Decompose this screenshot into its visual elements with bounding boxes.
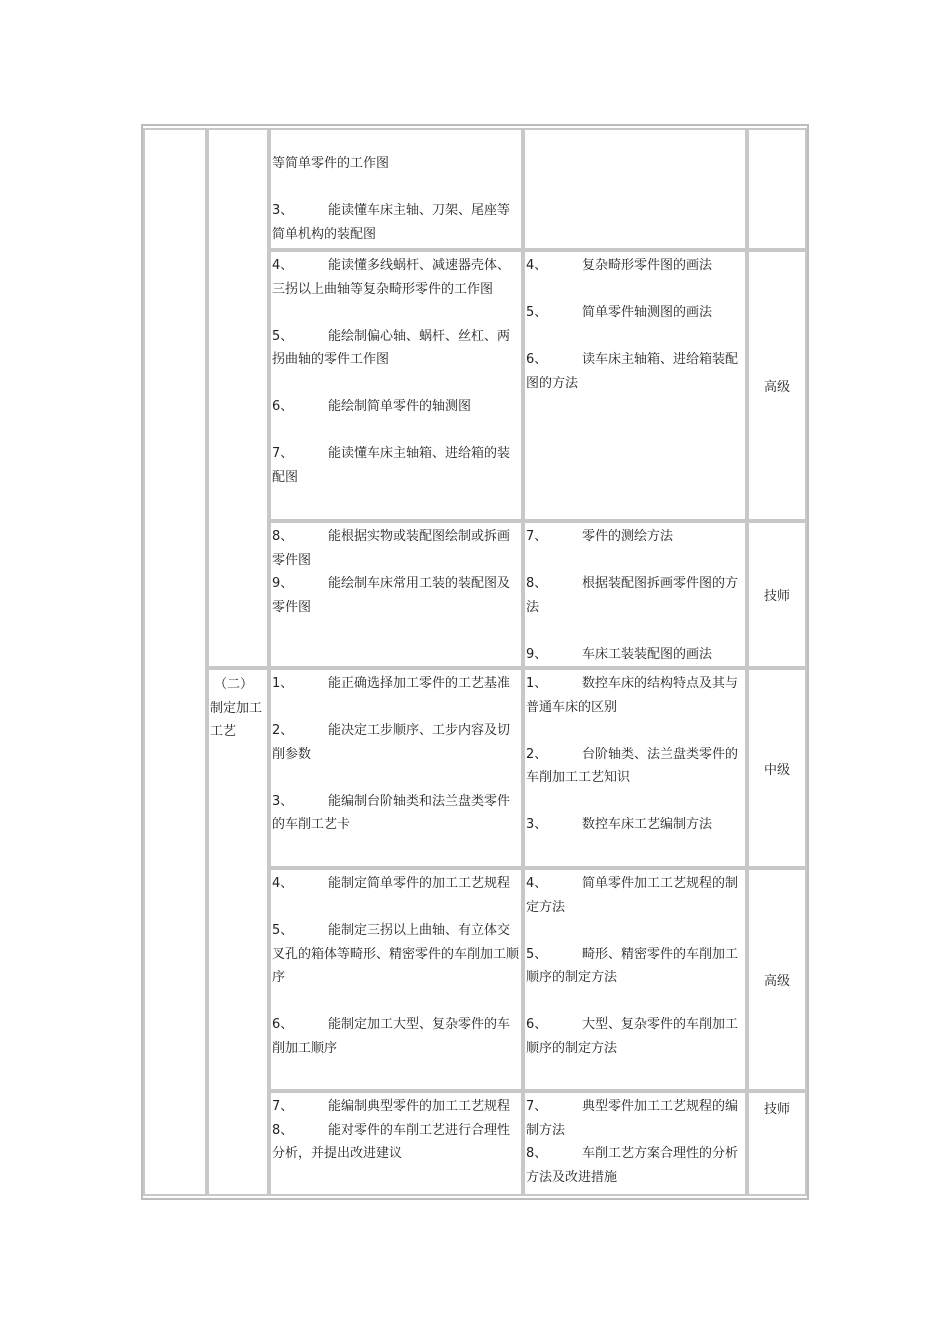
item-text: 零件的测绘方法 [582, 529, 674, 544]
skill-cell-row-3 [269, 668, 523, 868]
item-number: 8、 [272, 1122, 294, 1138]
item-number: 8、 [272, 529, 294, 544]
list-item [526, 1095, 745, 1142]
level-cell-row-0 [747, 128, 807, 250]
item-text: 数控车床工艺编制方法 [582, 817, 713, 832]
item-text: 车削工艺方案合理性的分析方法及改进措施 [526, 1146, 739, 1185]
item-text: 能编制台阶轴类和法兰盘类零件的车削工艺卡 [272, 793, 511, 832]
list-item [272, 790, 521, 837]
item-text: 能对零件的车削工艺进行合理性分析，并提出改进建议 [272, 1122, 511, 1161]
item-text: 能读懂车床主轴箱、进给箱的装配图 [272, 446, 511, 485]
item-number: 8、 [526, 1146, 548, 1161]
item-text: 根据装配图拆画零件图的方法 [526, 576, 739, 615]
item-text: 能编制典型零件的加工工艺规程 [328, 1099, 511, 1114]
item-text: 车床工装装配图的画法 [582, 646, 713, 662]
item-number: 2、 [272, 723, 294, 738]
item-number: 7、 [526, 529, 548, 544]
module-column-cell [143, 128, 207, 1196]
list-item [272, 525, 521, 572]
skill-item: 3、 能读懂车床主轴、刀架、尾座等简单机构的装配图 [272, 203, 511, 242]
item-text: 台阶轴类、法兰盘类零件的车削加工工艺知识 [526, 746, 739, 785]
list-item [526, 525, 745, 549]
list-item [526, 813, 745, 837]
item-text: 典型零件加工工艺规程的编制方法 [526, 1099, 739, 1138]
item-text: 畸形、精密零件的车削加工顺序的制定方法 [526, 946, 739, 985]
item-text: 能根据实物或装配图绘制或拆画零件图 [272, 529, 511, 568]
knowledge-cell-row-3 [523, 668, 747, 868]
item-text: 能制定简单零件的加工工艺规程 [328, 876, 511, 891]
knowledge-cell-row-4 [523, 868, 747, 1091]
item-number: 4、 [526, 258, 548, 273]
list-item [272, 1013, 521, 1060]
item-number: 7、 [272, 446, 294, 461]
skill-cell-row-5 [269, 1091, 523, 1196]
item-number: 5、 [526, 305, 548, 320]
list-item [272, 919, 521, 990]
item-number: 3、 [526, 817, 548, 832]
knowledge-cell-row-2 [523, 521, 747, 668]
level-cell-row-1: 高级 [747, 250, 807, 521]
skill-cell-row-0 [269, 128, 523, 250]
list-item [526, 643, 745, 667]
item-number: 6、 [526, 352, 548, 367]
item-text: 能绘制偏心轴、蜗杆、丝杠、两拐曲轴的零件工作图 [272, 328, 511, 367]
item-number: 7、 [272, 1099, 294, 1114]
item-text: 能制定加工大型、复杂零件的车削加工顺序 [272, 1017, 511, 1056]
item-text: 读车床主轴箱、进给箱装配图的方法 [526, 352, 739, 391]
list-item [272, 254, 521, 301]
category-column-upper-cell [207, 128, 269, 668]
item-text: 能绘制车床常用工装的装配图及零件图 [272, 576, 511, 615]
list-item [272, 395, 521, 419]
item-number: 3、 [272, 793, 294, 809]
skill-cell-row-2 [269, 521, 523, 668]
list-item [526, 672, 745, 719]
category-number: （二） [214, 677, 254, 692]
level-cell-row-5: 技师 [747, 1091, 807, 1196]
list-item [272, 442, 521, 489]
list-item [526, 943, 745, 990]
skill-cell-row-1 [269, 250, 523, 521]
list-item [272, 719, 521, 766]
item-number: 4、 [272, 258, 294, 273]
skill-cell-row-4 [269, 868, 523, 1091]
item-number: 1、 [272, 676, 294, 691]
level-cell-row-4: 高级 [747, 868, 807, 1091]
list-item [272, 325, 521, 372]
item-number: 9、 [526, 646, 548, 662]
item-text: 能决定工步顺序、工步内容及切削参数 [272, 723, 511, 762]
item-text: 大型、复杂零件的车削加工顺序的制定方法 [526, 1017, 739, 1056]
item-number: 5、 [272, 328, 294, 344]
list-item [526, 572, 745, 619]
item-text: 能正确选择加工零件的工艺基准 [328, 676, 511, 691]
item-number: 5、 [526, 946, 548, 962]
item-text: 复杂畸形零件图的画法 [582, 258, 713, 273]
item-text: 能读懂多线蜗杆、减速器壳体、三拐以上曲轴等复杂畸形零件的工作图 [272, 258, 511, 297]
knowledge-cell-row-1 [523, 250, 747, 521]
list-item [272, 872, 521, 896]
skill-item: 等简单零件的工作图 [272, 156, 390, 171]
skill-text: 能读懂车床主轴、刀架、尾座等简单机构的装配图 [272, 203, 511, 242]
item-number: 9、 [272, 576, 294, 591]
level-cell-row-2: 技师 [747, 521, 807, 668]
item-number: 7、 [526, 1099, 548, 1114]
category-name: 制定加工工艺 [210, 700, 263, 739]
list-item [272, 1095, 521, 1119]
list-item [526, 301, 745, 325]
list-item [526, 1142, 745, 1189]
item-text: 能制定三拐以上曲轴、有立体交叉孔的箱体等畸形、精密零件的车削加工顺序 [272, 923, 520, 985]
list-item [526, 872, 745, 919]
category-cell-process [207, 668, 269, 1196]
list-item [526, 743, 745, 790]
item-number: 4、 [272, 876, 294, 891]
list-item [526, 1013, 745, 1060]
level-cell-row-3: 中级 [747, 668, 807, 868]
item-text: 简单零件轴测图的画法 [582, 305, 713, 320]
item-number: 5、 [272, 923, 294, 938]
list-item [272, 672, 521, 696]
item-text: 数控车床的结构特点及其与普通车床的区别 [526, 676, 739, 715]
list-item [526, 254, 745, 278]
knowledge-cell-row-5 [523, 1091, 747, 1196]
item-number: 6、 [526, 1017, 548, 1032]
list-item [526, 348, 745, 395]
item-text: 能绘制简单零件的轴测图 [328, 399, 472, 414]
item-number: 8、 [526, 576, 548, 591]
item-number: 6、 [272, 399, 294, 414]
item-number: 4、 [526, 876, 548, 891]
item-number: 6、 [272, 1017, 294, 1032]
item-number: 2、 [526, 746, 548, 762]
list-item [272, 1119, 521, 1166]
list-item [272, 572, 521, 619]
item-number: 1、 [526, 676, 548, 691]
knowledge-cell-row-0 [523, 128, 747, 250]
item-text: 简单零件加工工艺规程的制定方法 [526, 876, 739, 915]
